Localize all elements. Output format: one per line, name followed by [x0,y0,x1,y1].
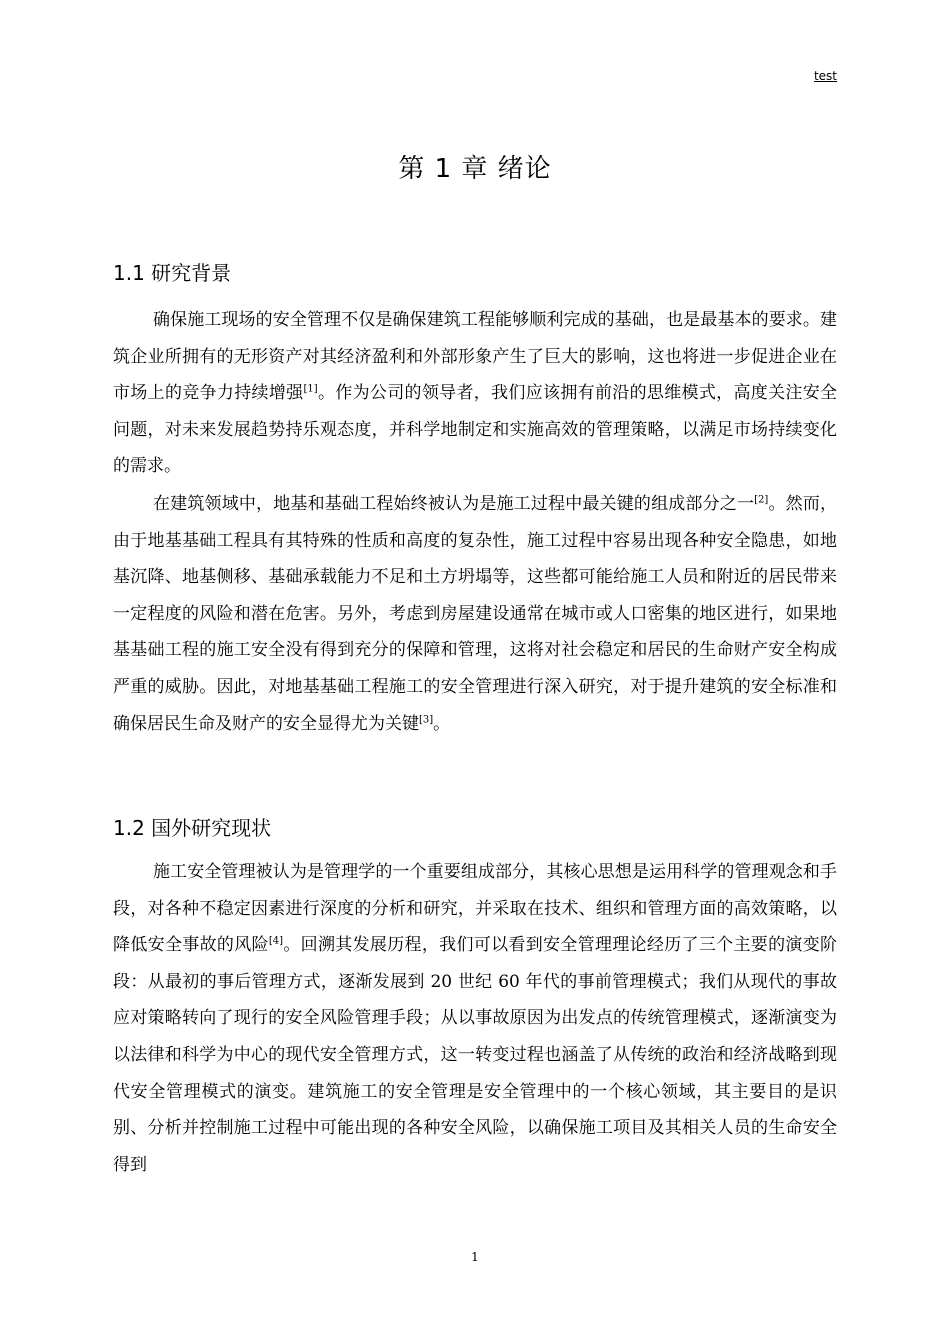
paragraph-text: 。 [433,713,451,734]
paragraph-text: 。作为公司的领导者，我们应该拥有前沿的思维模式，高度关注安全问题，对未来发展趋势持乐观态度，并科学地制定和实施高效的管理策略，以满足市场持续变化的需求。 [113,383,838,477]
paragraph-text: 确保施工现场的安全管理不仅是确保建筑工程能够顺利完成的基础，也是最基本的要求。建筑企业所拥有的无形资产对其经济盈利和外部形象产生了巨大的影响，这也将进一步促进企业在市场上的竞争力持续增强 [113,310,837,404]
paragraph-text: 在建筑领域中，地基和基础工程始终被认为是施工过程中最关键的组成部分之一 [153,494,755,514]
citation: [1] [303,383,318,395]
citation: [2] [754,494,769,506]
paragraph-text: 。然而，由于地基基础工程具有其特殊的性质和高度的复杂性，施工过程中容易出现各种安全隐患，如地基沉降、地基侧移、基础承载能力不足和土方坍塌等，这些都可能给施工人员和附近的居民带来一定程度的风险和潜在危害。另外，考虑到房屋建设通常在城市或人口密集的地区进行，如果地基基础工程的施工安全没有得到充分的保障和管理，这将对社会稳定和居民的生命财产安全构成严重的威胁。因此，对地基基础工程施工的安全管理进行深入研究，对于提升建筑的安全标准和确保居民生命及财产的安全显得尤为关键 [113,494,838,734]
section-heading-background: 1.1 研究背景 [113,261,232,285]
citation: [4] [268,935,283,947]
paragraph-background-2 [113,486,837,742]
paragraph-text: 。回溯其发展历程，我们可以看到安全管理理论经历了三个主要的演变阶段：从最初的事后管理方式，逐渐发展到 20 世纪 60 年代的事前管理模式；我们从现代的事故应对策略转向了现行的安全风险管理手段；从以事故原因为出发点的传统管理模式，逐渐演变为以法律和科学为中心的现代安全管理方式，这一转变过程也涵盖了从传统的政治和经济战略到现代安全管理模式的演变。建筑施工的安全管理是安全管理中的一个核心领域，其主要目的是识别、分析并控制施工过程中可能出现的各种安全风险，以确保施工项目及其相关人员的生命安全得到 [113,935,838,1175]
chapter-title: 第 1 章 绪论 [398,154,552,184]
page-number: 1 [471,1250,479,1264]
section-heading-foreign-research: 1.2 国外研究现状 [113,816,272,840]
paragraph-text: 施工安全管理被认为是管理学的一个重要组成部分，其核心思想是运用科学的管理观念和手段，对各种不稳定因素进行深度的分析和研究，并采取在技术、组织和管理方面的高效策略，以降低安全事故的风险 [113,862,837,956]
paragraph-background-1 [113,302,837,485]
citation: [3] [419,713,434,725]
paragraph-foreign-research-1 [113,854,837,1183]
page-header: test [813,69,837,83]
